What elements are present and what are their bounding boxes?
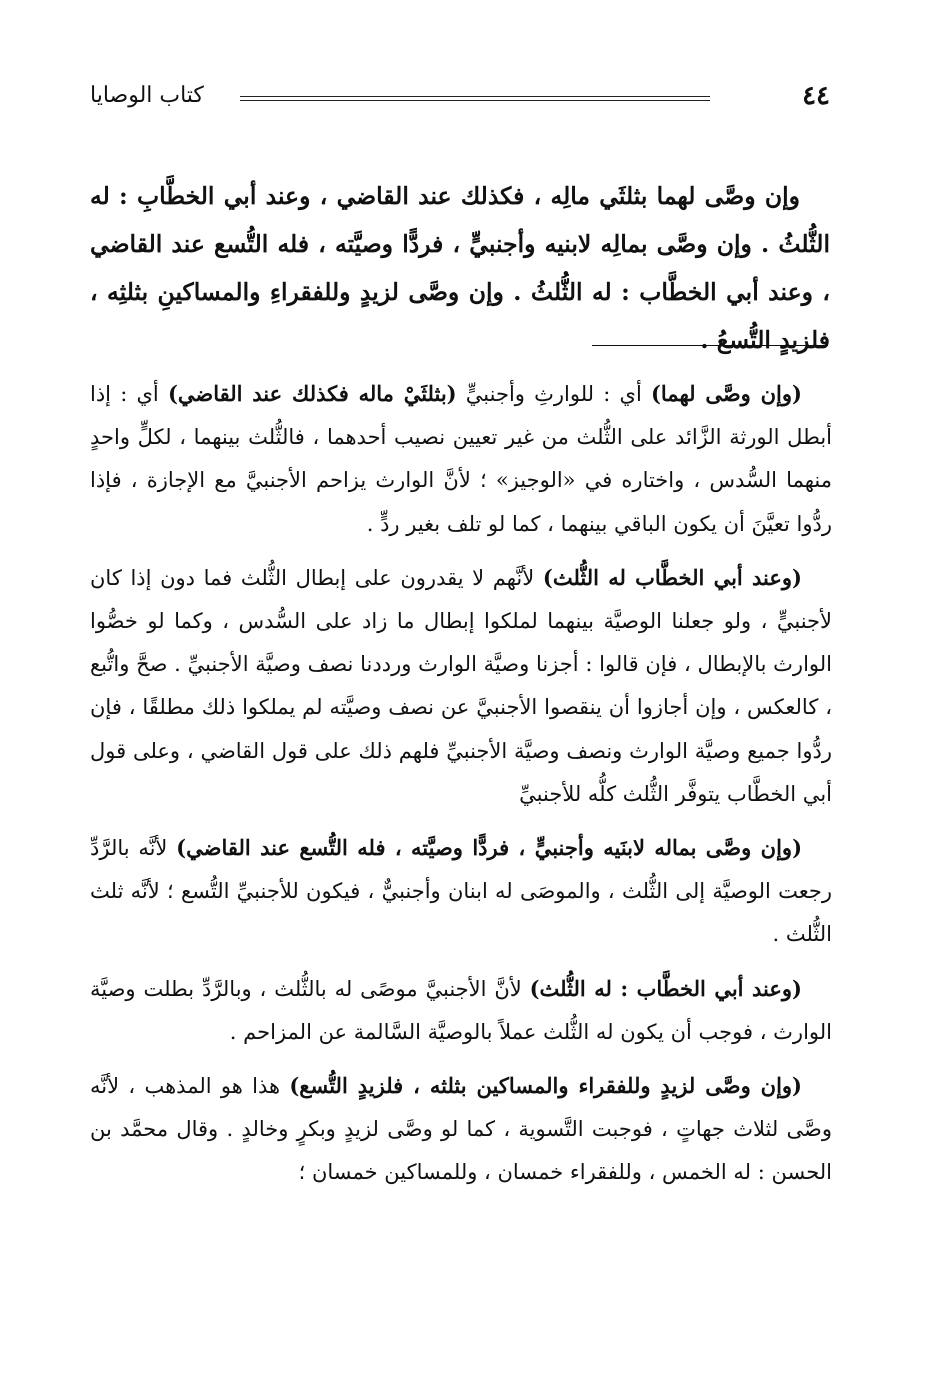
quoted-matn: (بثلثَيْ ماله فكذلك عند القاضي) (167, 381, 457, 406)
header-rule (240, 96, 710, 101)
commentary-text: لأنَّ الأجنبيَّ موصًى له بالثُّلث ، وبالرَّدِّ بطلت وصيَّة الوارث ، فوجب أن يكون له الثُّلث عملاً بالوصيَّة السَّالمة عن المزاحم . (90, 976, 832, 1044)
commentary-text: هذا هو المذهب ، لأنَّه وصَّى لثلاث جهاتٍ ، فوجبت التَّسوية ، كما لو وصَّى لزيدٍ وبكرٍ وخالدٍ . وقال محمَّد بن الحسن : له الخمس ، وللفقراء خمسان ، وللمساكين خمسان ؛ (90, 1074, 832, 1185)
quoted-matn: (وعند أبي الخطَّاب : له الثُّلث) (529, 975, 802, 1001)
main-text (90, 172, 830, 364)
page-number: ٤٤ (802, 81, 830, 111)
quoted-matn: (وإن وصَّى بماله لابنَيه وأجنبيٍّ ، فردًّا وصيَّته ، فله التُّسع عند القاضي) (176, 835, 802, 861)
book-title: كتاب الوصايا (90, 83, 204, 108)
commentary-paragraph (90, 826, 832, 957)
commentary-text: أي : للوارثِ وأجنبيٍّ (456, 382, 651, 406)
commentary-text: لأنَّهم لا يقدرون على إبطال الثُّلث فما دون إذا كان لأجنبيٍّ ، ولو جعلنا الوصيَّة بينهما لملكوا إبطال ما زاد على السُّدس ، وكما لو خصُّوا الوارث بالإبطال ، فإن قالوا : أجزنا وصيَّة الوارث ورددنا نصف وصيَّة الأجنبيِّ . صحَّ واتُّبع ، كالعكس ، وإن أجازوا أن ينقصوا الأجنبيَّ عن نصف وصيَّته لم يملكوا ذلك مطلقًا ، فإن ردُّوا جميع وصيَّة الوارث ونصف وصيَّة الأجنبيِّ فلهم ذلك على قول القاضي ، وعلى قول أبي الخطَّاب يتوفَّر الثُّلث كلُّه للأجنبيِّ (90, 565, 832, 806)
commentary (90, 372, 832, 1205)
quoted-matn: (وعند أبي الخطَّاب له الثُّلث) (542, 564, 802, 590)
quoted-matn: (وإن وصَّى لهما) (650, 381, 802, 406)
commentary-text: لأنَّه بالرَّدِّ رجعت الوصيَّة إلى الثُّلث ، والموصَى له ابنان وأجنبيٌّ ، فيكون للأجنبيِّ التُّسع ؛ لأنَّه ثلث الثُّلث . (90, 836, 832, 947)
commentary-paragraph (90, 1064, 832, 1195)
main-text-paragraph: وإن وصَّى لهما بثلثَي مالِه ، فكذلك عند القاضي ، وعند أبي الخطَّابِ : له الثُّلثُ . وإن وصَّى بمالِه لابنيه وأجنبيٍّ ، فردًّا وصيَّته ، فله التُّسع عند القاضي ، وعند أبي الخطَّاب : له الثُّلثُ . وإن وصَّى لزيدٍ وللفقراءِ والمساكينِ بثلثِه ، فلزيدٍ التُّسعُ . (90, 182, 830, 354)
commentary-paragraph (90, 556, 832, 816)
quoted-matn: (وإن وصَّى لزيدٍ وللفقراء والمساكين بثلثه ، فلزيدٍ التُّسع) (289, 1073, 802, 1099)
commentary-paragraph (90, 967, 832, 1054)
commentary-text: أي : إذا أبطل الورثة الزَّائد على الثُّلث من غير تعيين نصيب أحدهما ، فالثُّلث بينهما ، لكلٍّ واحدٍ منهما السُّدس ، واختاره في «الوجيز» ؛ لأنَّ الوارث يزاحم الأجنبيَّ مع الإجازة ، فإذا ردُّوا تعيَّنَ أن يكون الباقي بينهما ، كما لو تلف بغير ردٍّ . (90, 382, 832, 536)
running-header (90, 78, 830, 118)
commentary-paragraph (90, 372, 832, 546)
main-text-divider (592, 345, 828, 346)
